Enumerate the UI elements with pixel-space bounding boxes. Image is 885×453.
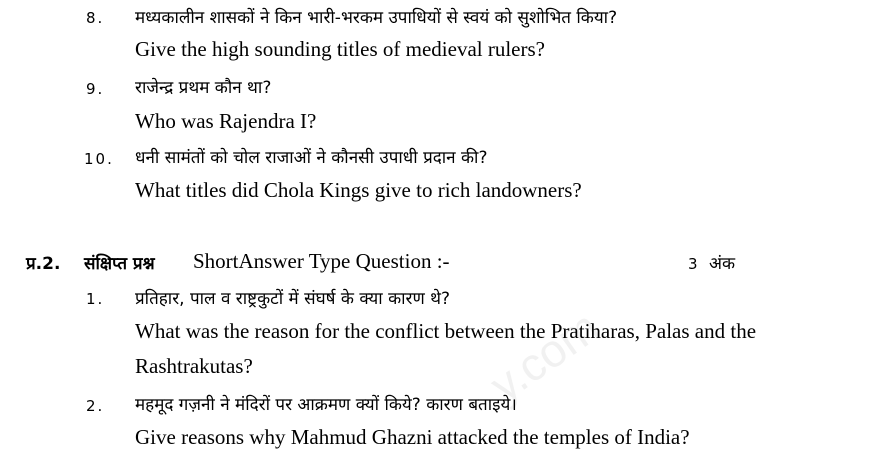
question-text-english: Give reasons why Mahmud Ghazni attacked the temples of India? xyxy=(135,425,690,449)
question-number: 1. xyxy=(86,290,105,308)
question-text-hindi: प्रतिहार, पाल व राष्ट्रकुटों में संघर्ष के क्या कारण थे? xyxy=(135,289,451,309)
question-text-english: Who was Rajendra I? xyxy=(135,109,317,133)
question-text-hindi: मध्यकालीन शासकों ने किन भारी-भरकम उपाधियों से स्वयं को सुशोभित किया? xyxy=(135,8,618,28)
question-number: 10. xyxy=(84,150,114,168)
question-text-hindi: धनी सामंतों को चोल राजाओं ने कौनसी उपाधी प्रदान की? xyxy=(135,148,488,168)
question-text-english: What titles did Chola Kings give to rich landowners? xyxy=(135,178,582,202)
question-text-english: Give the high sounding titles of medieval rulers? xyxy=(135,37,545,61)
question-number: 8. xyxy=(86,9,105,27)
section-title-english: ShortAnswer Type Question :- xyxy=(193,249,450,273)
question-number: 9. xyxy=(86,80,105,98)
section-marks-number: 3 xyxy=(688,255,700,273)
question-number: 2. xyxy=(86,397,105,415)
watermark: y.com xyxy=(480,300,609,412)
question-text-english: What was the reason for the conflict between the Pratiharas, Palas and the xyxy=(135,319,757,343)
question-text-hindi: राजेन्द्र प्रथम कौन था? xyxy=(135,78,272,98)
question-text-hindi: महमूद गज़नी ने मंदिरों पर आक्रमण क्यों किये? कारण बताइये। xyxy=(135,395,517,415)
section-marks-word: अंक xyxy=(709,254,736,274)
question-text-english-continued: Rashtrakutas? xyxy=(135,354,253,378)
section-label: प्र.2. xyxy=(26,254,61,274)
section-title-hindi: संक्षिप्त प्रश्न xyxy=(84,254,155,274)
